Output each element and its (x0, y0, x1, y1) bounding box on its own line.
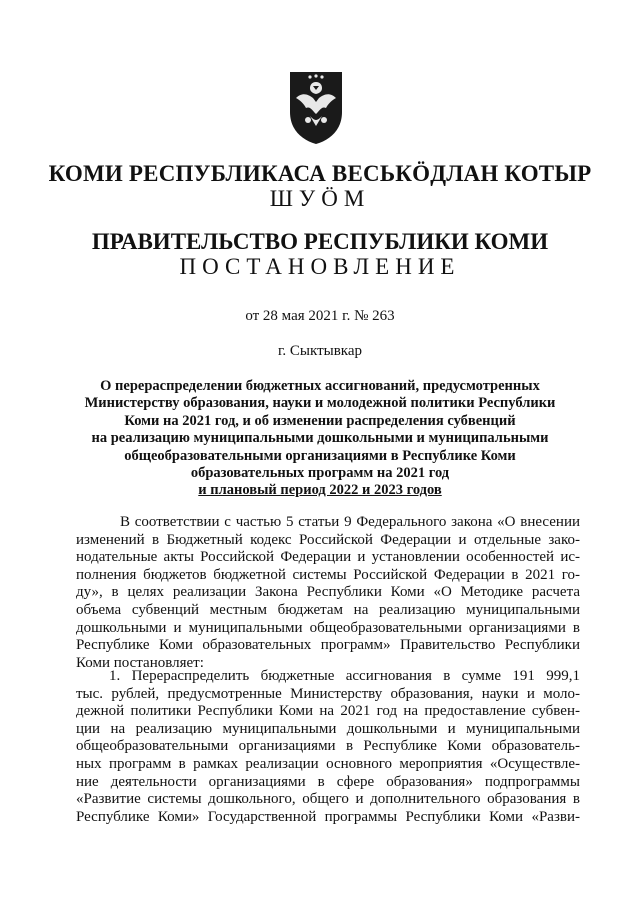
body-line: общеобразовательными организациями в Республике Коми образователь- (76, 738, 580, 755)
subject-line: О перераспределении бюджетных ассигнований, предусмотренных (100, 378, 540, 394)
document-city: г. Сыктывкар (277, 343, 363, 359)
body-line: В соответствии с частью 5 статьи 9 Федерального закона «О внесении (120, 514, 580, 530)
subject-line: образовательных программ на 2021 год (190, 465, 450, 482)
body-line: тыс. рублей, предусмотренные Министерству образования, науки и моло- (76, 685, 580, 702)
body-paragraph-item-1 (76, 668, 580, 826)
document-subject (60, 378, 580, 500)
subject-line: на реализацию муниципальными дошкольными и муниципальными (91, 430, 549, 447)
subject-line: Коми на 2021 год, и об изменении распределения субвенций (124, 412, 516, 429)
body-line: Республике Коми» Государственной программы Республики Коми «Разви- (76, 808, 580, 825)
komi-document-type: ШУÖМ (269, 186, 371, 211)
body-line: Республике Коми образовательных программ» Правительство Республики (76, 637, 580, 654)
body-line: ных программ в рамках реализации основного мероприятия «Осуществле- (76, 755, 580, 772)
body-line: 1. Перераспределить бюджетные ассигнования в сумме 191 999,1 (109, 668, 580, 684)
subject-line: Министерству образования, науки и молодежной политики Республики (84, 395, 556, 412)
body-line: Коми постановляет: (76, 654, 204, 671)
body-line: ние деятельности организациями в сфере образования» подпрограммы (76, 773, 580, 790)
body-line: дошкольными и муниципальными общеобразовательными организациями в (76, 619, 580, 636)
body-paragraph-preamble (76, 514, 580, 672)
body-line: объема субвенций местным бюджетам на реализацию муниципальными (76, 601, 580, 618)
body-line: изменений в Бюджетный кодекс Российской Федерации и отдельные зако- (76, 531, 580, 548)
body-line: ду», в целях реализации Закона Республики Коми «О Методике расчета (76, 584, 580, 601)
body-line: полнения бюджетов бюджетной системы Российской Федерации в 2021 го- (76, 566, 580, 583)
komi-government-title: КОМИ РЕСПУБЛИКАСА ВЕСЬКÖДЛАН КОТЫР (48, 161, 592, 186)
subject-line: и плановый период 2022 и 2023 годов (198, 482, 442, 499)
body-line: нодательные акты Российской Федерации и установлении особенностей ис- (76, 549, 580, 566)
document-type: ПОСТАНОВЛЕНИЕ (179, 254, 461, 279)
body-line: дежной политики Республики Коми на 2021 год на предоставление субвен- (76, 703, 580, 720)
government-title: ПРАВИТЕЛЬСТВО РЕСПУБЛИКИ КОМИ (91, 229, 549, 254)
body-line: ции на реализацию муниципальными дошкольными и муниципальными (76, 720, 580, 737)
komi-coat-of-arms-icon (286, 68, 346, 146)
subject-line: общеобразовательными организациями в Республике Коми (124, 447, 516, 464)
document-date-number: от 28 мая 2021 г. № 263 (245, 308, 395, 324)
body-line: «Развитие системы дошкольного, общего и дополнительного образования в (76, 791, 580, 808)
